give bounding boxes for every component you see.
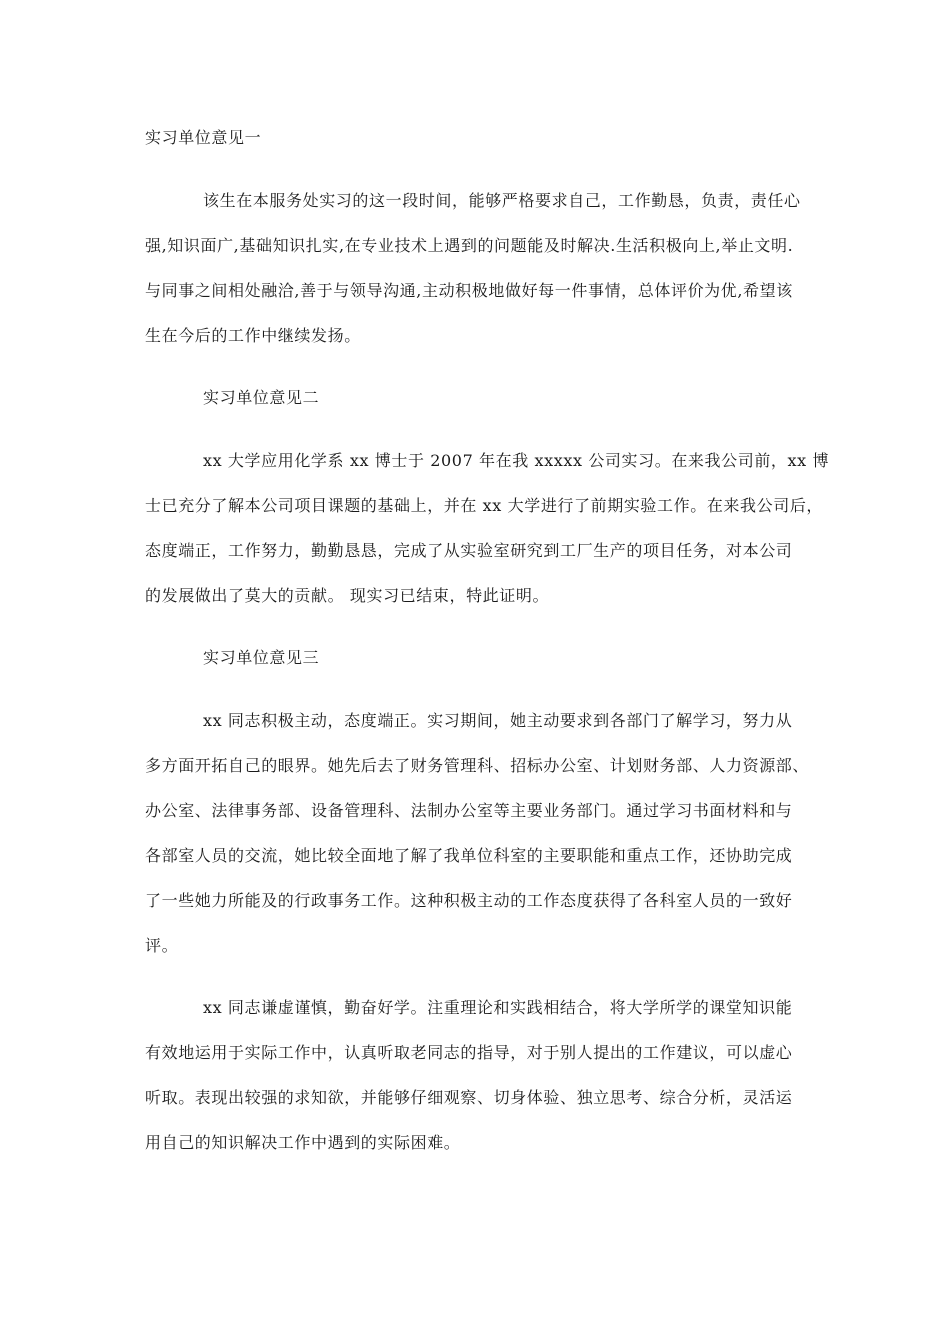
paragraph-2-line-2: 士已充分了解本公司项目课题的基础上，并在 xx 大学进行了前期实验工作。在来我公司后，	[145, 496, 824, 515]
paragraph-4-line-1: xx 同志谦虚谨慎，勤奋好学。注重理论和实践相结合，将大学所学的课堂知识能	[203, 998, 793, 1017]
section-title-1: 实习单位意见一	[145, 128, 262, 147]
paragraph-1-line-4: 生在今后的工作中继续发扬。	[145, 326, 361, 345]
paragraph-4-line-2: 有效地运用于实际工作中，认真听取老同志的指导，对于别人提出的工作建议，可以虚心	[145, 1043, 793, 1062]
paragraph-3-line-3: 办公室、法律事务部、设备管理科、法制办公室等主要业务部门。通过学习书面材料和与	[145, 801, 793, 820]
paragraph-3-line-2: 多方面开拓自己的眼界。她先后去了财务管理科、招标办公室、计划财务部、人力资源部、	[145, 756, 810, 775]
paragraph-4-line-3: 听取。表现出较强的求知欲，并能够仔细观察、切身体验、独立思考、综合分析，灵活运	[145, 1088, 793, 1107]
paragraph-3-line-5: 了一些她力所能及的行政事务工作。这种积极主动的工作态度获得了各科室人员的一致好	[145, 891, 793, 910]
paragraph-1-line-2: 强,知识面广,基础知识扎实,在专业技术上遇到的问题能及时解决.生活积极向上,举止文明.	[145, 236, 794, 255]
paragraph-4-line-4: 用自己的知识解决工作中遇到的实际困难。	[145, 1133, 461, 1152]
paragraph-2-line-3: 态度端正，工作努力，勤勤恳恳，完成了从实验室研究到工厂生产的项目任务，对本公司	[145, 541, 793, 560]
paragraph-3-line-4: 各部室人员的交流，她比较全面地了解了我单位科室的主要职能和重点工作，还协助完成	[145, 846, 793, 865]
paragraph-1-line-3: 与同事之间相处融洽,善于与领导沟通,主动积极地做好每一件事情，总体评价为优,希望该	[145, 281, 793, 300]
paragraph-2-line-4: 的发展做出了莫大的贡献。 现实习已结束，特此证明。	[145, 586, 550, 605]
paragraph-2-line-1: xx 大学应用化学系 xx 博士于 2007 年在我 xxxxx 公司实习。在来我公司前，xx 博	[203, 451, 830, 470]
section-title-3: 实习单位意见三	[203, 648, 320, 667]
section-title-2: 实习单位意见二	[203, 388, 320, 407]
paragraph-3-line-1: xx 同志积极主动，态度端正。实习期间，她主动要求到各部门了解学习，努力从	[203, 711, 793, 730]
paragraph-1-line-1: 该生在本服务处实习的这一段时间，能够严格要求自己，工作勤恳，负责，责任心	[203, 191, 801, 210]
paragraph-3-line-6: 评。	[145, 936, 179, 955]
